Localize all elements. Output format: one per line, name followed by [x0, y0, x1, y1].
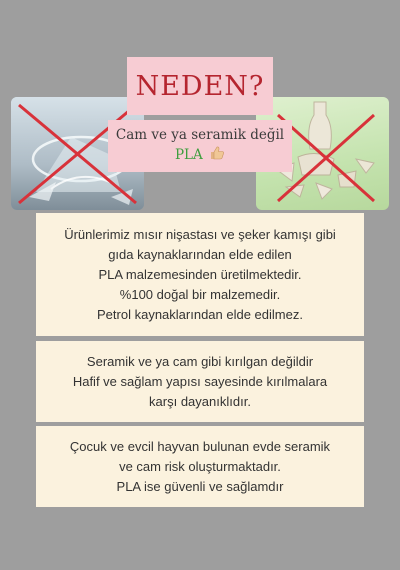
info-line: PLA malzemesinden üretilmektedir. — [98, 266, 302, 282]
info-box-safety — [36, 426, 364, 507]
info-line: karşı dayanıklıdır. — [149, 393, 251, 409]
thumbs-up-icon — [209, 145, 225, 167]
info-box-durability — [36, 341, 364, 422]
info-line: %100 doğal bir malzemedir. — [119, 286, 281, 302]
info-line: gıda kaynaklarından elde edilen — [108, 246, 292, 262]
subtitle-box — [108, 120, 292, 172]
info-line: Seramik ve ya cam gibi kırılgan değildir — [86, 353, 314, 369]
info-line: Ürünlerimiz mısır nişastası ve şeker kamışı gibi — [64, 226, 336, 242]
title-box — [127, 57, 273, 115]
info-line: ve cam risk oluşturmaktadır. — [119, 458, 281, 474]
info-line: Petrol kaynaklarından elde edilmez. — [97, 306, 303, 322]
info-line: Hafif ve sağlam yapısı sayesinde kırılmalara — [72, 373, 328, 389]
subtitle-line-1: Cam ve ya seramik değil — [115, 126, 285, 143]
subtitle-pla: PLA — [174, 146, 203, 163]
page-title: NEDEN? — [135, 70, 265, 102]
subtitle-line-2 — [175, 145, 225, 167]
info-box-natural-material — [36, 213, 364, 336]
info-line: Çocuk ve evcil hayvan bulunan evde seramik — [69, 438, 331, 454]
info-line: PLA ise güvenli ve sağlamdır — [116, 478, 284, 494]
